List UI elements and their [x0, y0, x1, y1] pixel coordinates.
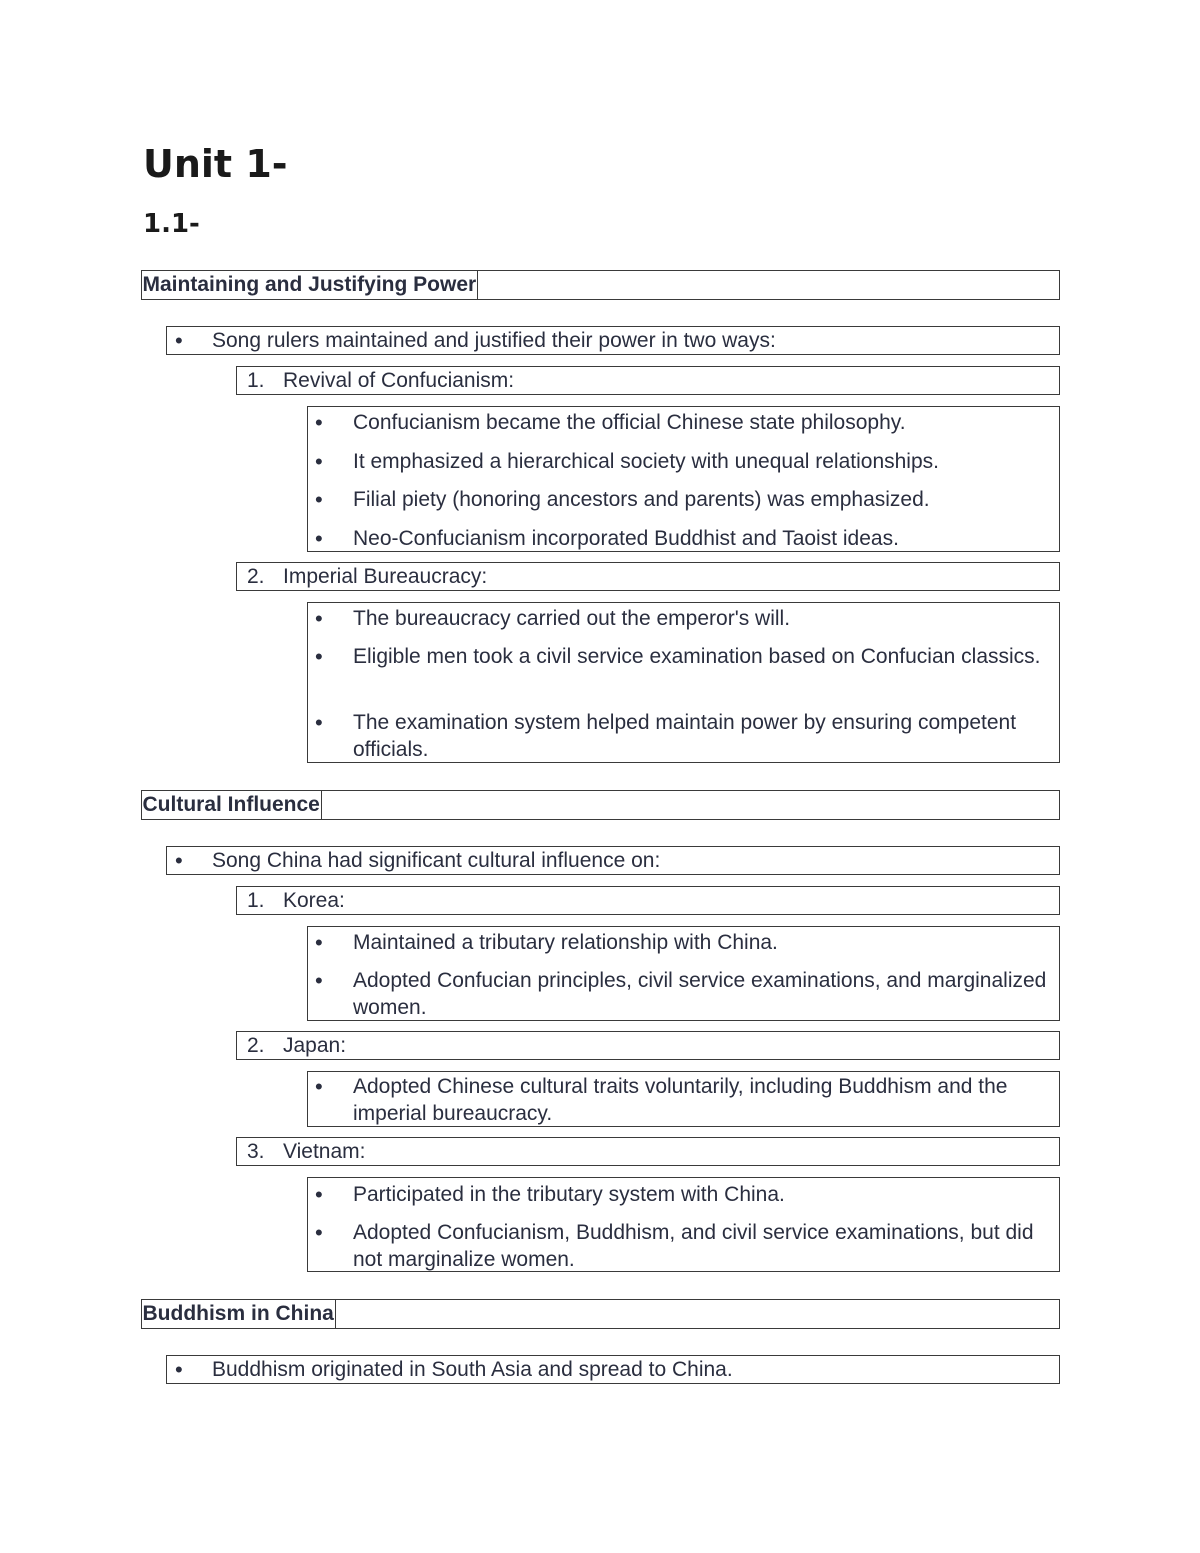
bullet-icon: •	[315, 710, 323, 735]
bullet-icon: •	[315, 487, 323, 512]
item-label: Korea:	[283, 889, 345, 912]
page-title: Unit 1-	[143, 142, 288, 186]
list-item-text: The bureaucracy carried out the emperor's will.	[353, 607, 791, 630]
list-item-text: Buddhism originated in South Asia and spread to China.	[212, 1358, 733, 1381]
item-label: Imperial Bureaucracy:	[283, 565, 488, 588]
list-item-text: Song China had significant cultural influence on:	[212, 849, 661, 872]
list-item-text: Adopted Confucianism, Buddhism, and civil service examinations, but did not marginalize women.	[353, 1221, 1034, 1271]
section-heading-box	[141, 1299, 1060, 1329]
numbered-item	[236, 366, 1060, 395]
bullet-icon: •	[315, 968, 323, 993]
bullet-icon: •	[315, 410, 323, 435]
list-item-text: It emphasized a hierarchical society with unequal relationships.	[353, 450, 939, 473]
item-number: 2.	[247, 1034, 265, 1057]
list-item-text: Adopted Confucian principles, civil service examinations, and marginalized women.	[353, 969, 1047, 1019]
bullet-icon: •	[315, 526, 323, 551]
sub-bullet-list	[307, 602, 1060, 763]
list-item-text: Song rulers maintained and justified their power in two ways:	[212, 329, 776, 352]
bullet-icon: •	[315, 1220, 323, 1245]
bullet-icon: •	[175, 1357, 183, 1382]
list-item	[166, 1355, 1060, 1384]
item-label: Vietnam:	[283, 1140, 366, 1163]
section-heading: Buddhism in China	[141, 1299, 336, 1329]
bullet-icon: •	[315, 644, 323, 669]
list-item	[166, 326, 1060, 355]
list-item-text: Participated in the tributary system with China.	[353, 1183, 785, 1206]
list-item-text: Maintained a tributary relationship with China.	[353, 931, 778, 954]
list-item-text: Confucianism became the official Chinese state philosophy.	[353, 411, 906, 434]
bullet-icon: •	[175, 848, 183, 873]
bullet-icon: •	[175, 328, 183, 353]
section-heading: Cultural Influence	[141, 790, 322, 820]
sub-bullet-list	[307, 1071, 1060, 1127]
bullet-icon: •	[315, 930, 323, 955]
item-number: 1.	[247, 369, 265, 392]
numbered-item	[236, 1031, 1060, 1060]
bullet-icon: •	[315, 1182, 323, 1207]
bullet-icon: •	[315, 1074, 323, 1099]
section-heading: Maintaining and Justifying Power	[141, 270, 479, 300]
item-number: 1.	[247, 889, 265, 912]
numbered-item	[236, 562, 1060, 591]
list-item	[166, 846, 1060, 875]
sub-bullet-list	[307, 1177, 1060, 1272]
section-heading-box	[141, 790, 1060, 820]
list-item-text: Adopted Chinese cultural traits voluntarily, including Buddhism and the imperial bureaucracy.	[353, 1075, 1008, 1125]
item-label: Japan:	[283, 1034, 347, 1057]
item-number: 3.	[247, 1140, 265, 1163]
list-item-text: Filial piety (honoring ancestors and parents) was emphasized.	[353, 488, 930, 511]
bullet-icon: •	[315, 606, 323, 631]
sub-bullet-list	[307, 926, 1060, 1021]
section-number: 1.1-	[143, 209, 200, 239]
item-number: 2.	[247, 565, 265, 588]
numbered-item	[236, 1137, 1060, 1166]
item-label: Revival of Confucianism:	[283, 369, 515, 392]
numbered-item	[236, 886, 1060, 915]
list-item-text: Eligible men took a civil service examination based on Confucian classics.	[353, 645, 1041, 668]
section-heading-box	[141, 270, 1060, 300]
bullet-icon: •	[315, 449, 323, 474]
list-item-text: The examination system helped maintain power by ensuring competent officials.	[353, 711, 1017, 761]
sub-bullet-list	[307, 406, 1060, 552]
list-item-text: Neo-Confucianism incorporated Buddhist and Taoist ideas.	[353, 527, 899, 550]
